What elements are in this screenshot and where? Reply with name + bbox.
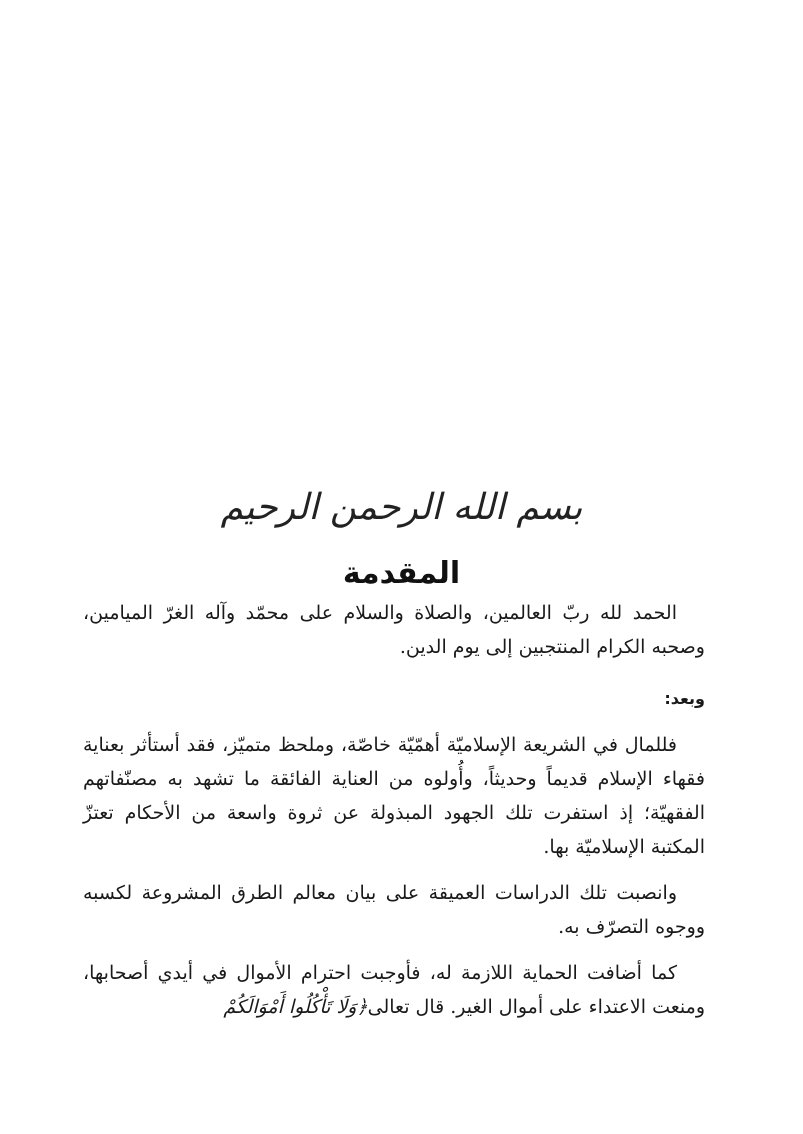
paragraph-studies: وانصبت تلك الدراسات العميقة على بيان معالم الطرق المشروعة لكسبه ووجوه التصرّف به. xyxy=(83,882,705,938)
section-subhead: وبعد: xyxy=(664,689,705,708)
paragraph-opening: الحمد لله ربّ العالمين، والصلاة والسلام على محمّد وآله الغرّ الميامين، وصحبه الكرام المنتجبين إلى يوم الدين. xyxy=(83,602,705,658)
paragraph-protection xyxy=(83,956,705,1024)
body-text xyxy=(83,596,705,1036)
paragraph-wealth-importance: فللمال في الشريعة الإسلاميّة أهمّيّة خاصّة، وملحظ متميّز، فقد أستأثر بعناية فقهاء الإسلام قديماً وحديثاً، وأُولوه من العناية الفائقة ما تشهد به مصنّفاتهم الفقهيّة؛ إذ استفرت تلك الجهود المبذولة عن ثروة واسعة من الأحكام تعتزّ المكتبة الإسلاميّة بها. xyxy=(83,734,705,858)
paragraph-protection-text: كما أضافت الحماية اللازمة له، فأوجبت احترام الأموال في أيدي أصحابها، ومنعت الاعتداء على أموال الغير. قال تعالى xyxy=(83,962,705,1018)
basmala-calligraphy: بسم الله الرحمن الرحيم xyxy=(220,487,583,528)
quran-verse: ﴿وَلَا تَأْكُلُوا أَمْوَالَكُمْ xyxy=(223,996,368,1018)
page-title: المقدمة xyxy=(342,556,461,591)
